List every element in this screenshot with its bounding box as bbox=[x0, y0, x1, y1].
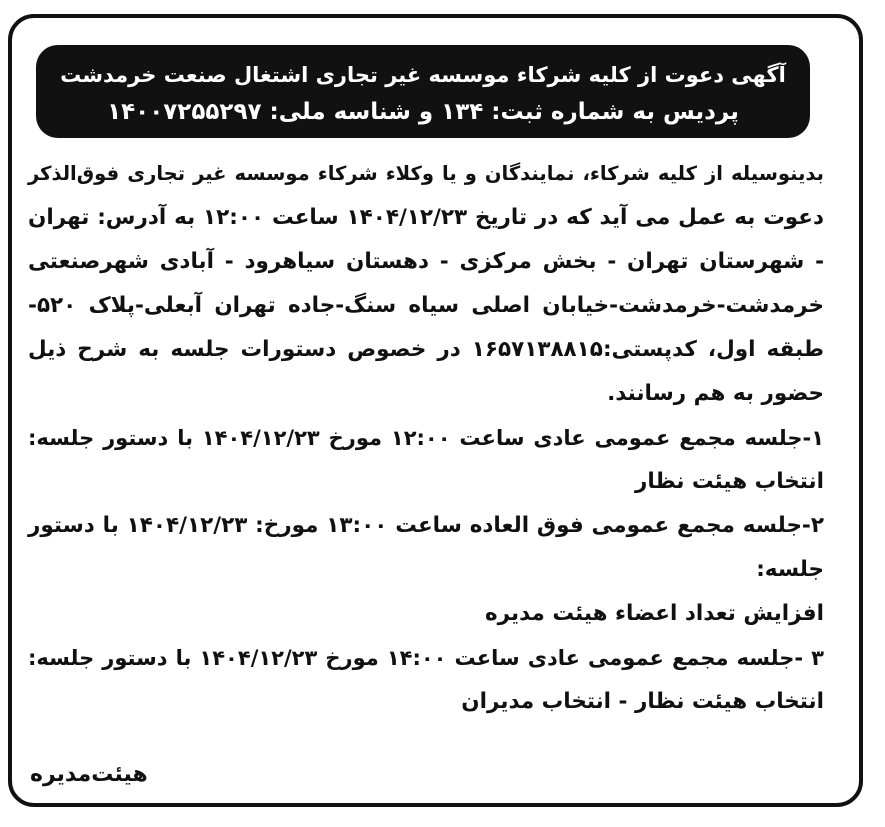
body-line: خرمدشت-خرمدشت-خیابان اصلی سیاه سنگ-جاده تهران آبعلی-پلاک ۵۲۰- bbox=[28, 293, 824, 318]
body-line: طبقه اول، کدپستی:۱۶۵۷۱۳۸۸۱۵ در خصوص دستورات جلسه به شرح ذیل bbox=[28, 337, 824, 362]
agenda-item-2: ۲-جلسه مجمع عمومی فوق العاده ساعت ۱۳:۰۰ مورخ: ۱۴۰۴/۱۲/۲۳ با دستور bbox=[28, 513, 824, 538]
agenda-item-3-topic: انتخاب هیئت نظار - انتخاب مدیران bbox=[461, 689, 824, 714]
agenda-item-2-topic: افزایش تعداد اعضاء هیئت مدیره bbox=[484, 601, 824, 626]
notice-body bbox=[28, 152, 824, 724]
agenda-item-1-topic: انتخاب هیئت نظار bbox=[634, 469, 824, 494]
notice-title: آگهی دعوت از کلیه شرکاء موسسه غیر تجاری اشتغال صنعت خرمدشت bbox=[60, 63, 786, 87]
registration-info: پردیس به شماره ثبت: ۱۳۴ و شناسه ملی: ۱۴۰۰۷۲۵۵۲۹۷ bbox=[107, 99, 739, 125]
body-line: - شهرستان تهران - بخش مرکزی - دهستان سیاهرود - آبادی شهرصنعتی bbox=[28, 249, 824, 274]
signature: هیئت‌مدیره bbox=[30, 762, 148, 787]
agenda-item-2-cont: جلسه: bbox=[756, 557, 824, 582]
body-line: حضور به هم رسانند. bbox=[607, 381, 824, 406]
body-line: بدینوسیله از کلیه شرکاء، نمایندگان و یا وکلاء شرکاء موسسه غیر تجاری فوق‌الذکر bbox=[28, 162, 824, 185]
notice-header bbox=[36, 45, 810, 138]
agenda-item-3: ۳ -جلسه مجمع عمومی عادی ساعت ۱۴:۰۰ مورخ ۱۴۰۴/۱۲/۲۳ با دستور جلسه: bbox=[28, 646, 824, 670]
agenda-item-1: ۱-جلسه مجمع عمومی عادی ساعت ۱۲:۰۰ مورخ ۱۴۰۴/۱۲/۲۳ با دستور جلسه: bbox=[28, 426, 825, 450]
body-line: دعوت به عمل می آید که در تاریخ ۱۴۰۴/۱۲/۲۳ ساعت ۱۲:۰۰ به آدرس: تهران bbox=[28, 205, 825, 230]
